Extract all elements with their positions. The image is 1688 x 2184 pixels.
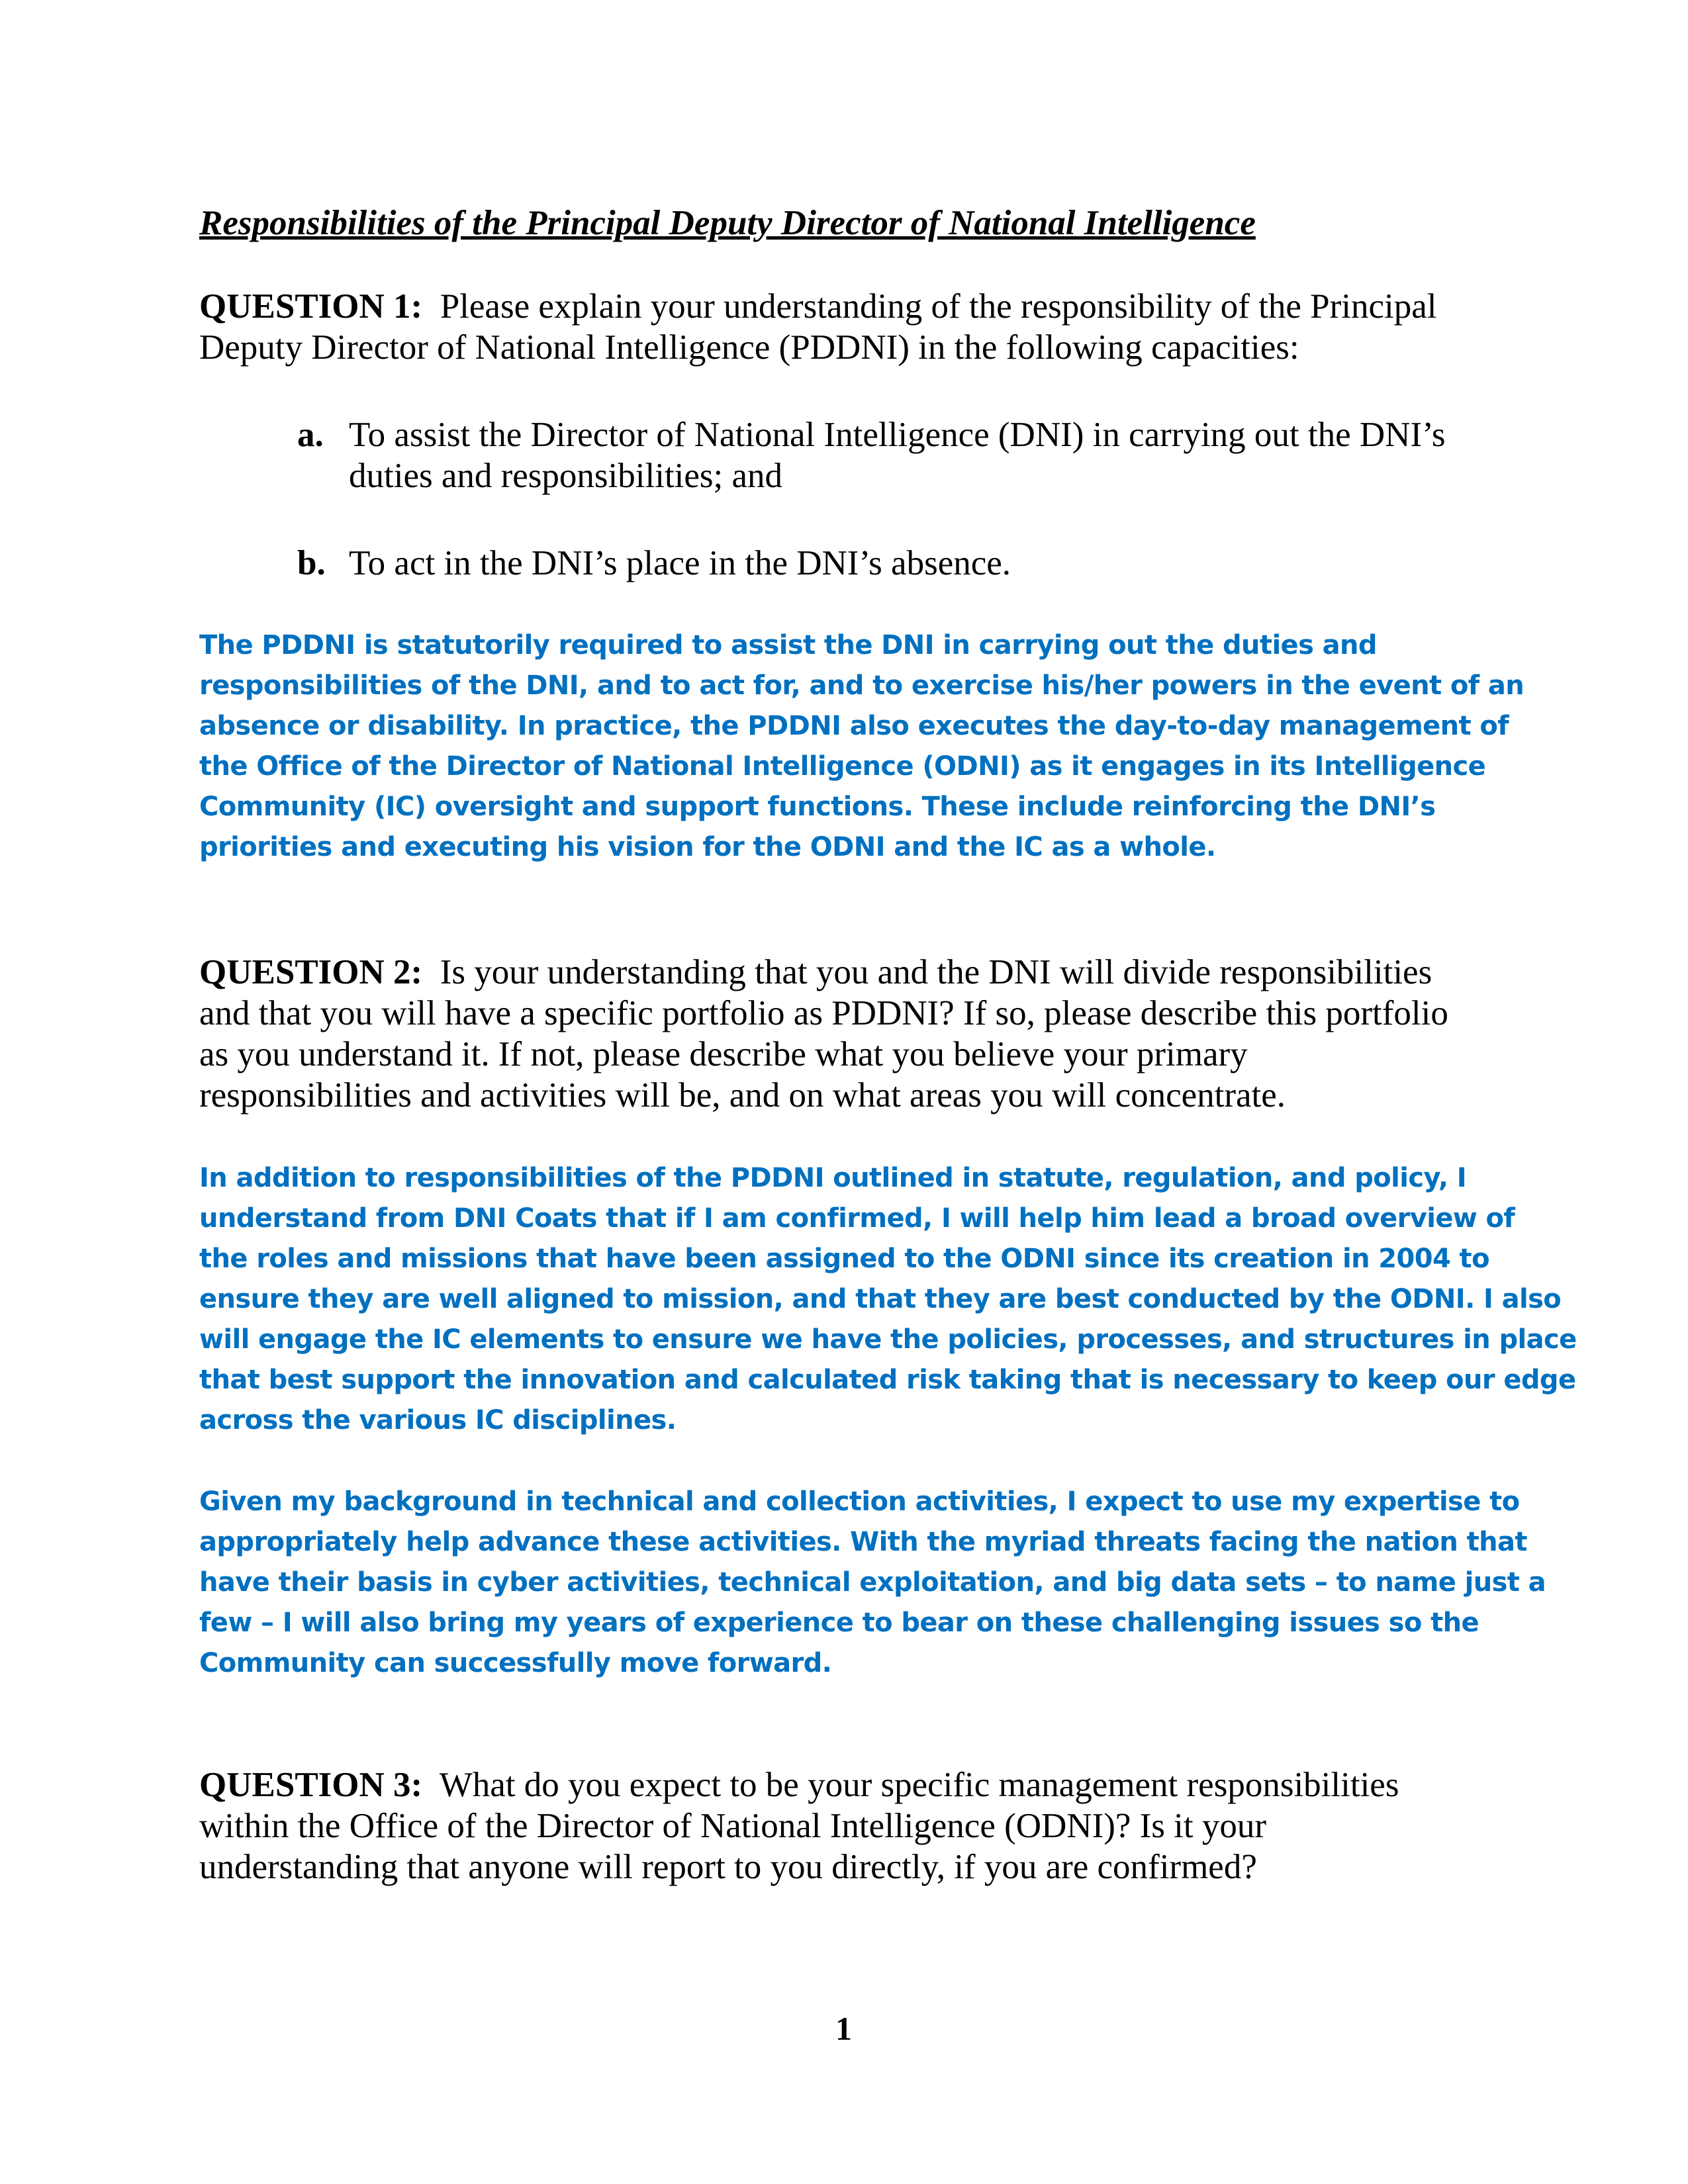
- answer-line: In addition to responsibilities of the PDDNI outlined in statute, regulation, and policy, I: [199, 1163, 1467, 1193]
- answer-line: The PDDNI is statutorily required to assist the DNI in carrying out the duties and: [199, 630, 1377, 660]
- answer-line: appropriately help advance these activities. With the myriad threats facing the nation that: [199, 1527, 1527, 1557]
- answer-line: understand from DNI Coats that if I am confirmed, I will help him lead a broad overview of: [199, 1203, 1515, 1234]
- answer-line: absence or disability. In practice, the PDDNI also executes the day-to-day management of: [199, 711, 1509, 741]
- answer-1: [199, 625, 1524, 868]
- item-label: b.: [297, 544, 326, 582]
- answer-line: responsibilities of the DNI, and to act for, and to exercise his/her powers in the event of an: [199, 670, 1524, 701]
- item-text: To assist the Director of National Intelligence (DNI) in carrying out the DNI’s: [349, 416, 1446, 454]
- item-text: duties and responsibilities; and: [349, 457, 783, 495]
- question-2: [199, 952, 1448, 1116]
- answer-line: Community can successfully move forward.: [199, 1648, 832, 1678]
- list-item-a: [297, 414, 1445, 496]
- question-text: responsibilities and activities will be, and on what areas you will concentrate.: [199, 1076, 1286, 1115]
- section-heading: Responsibilities of the Principal Deputy Director of National Intelligence: [199, 204, 1256, 242]
- question-text: within the Office of the Director of National Intelligence (ODNI)? Is it your: [199, 1807, 1267, 1845]
- question-text: understanding that anyone will report to you directly, if you are confirmed?: [199, 1848, 1257, 1886]
- answer-2-part-1: [199, 1158, 1577, 1441]
- answer-line: the roles and missions that have been assigned to the ODNI since its creation in 2004 to: [199, 1244, 1489, 1274]
- answer-line: ensure they are well aligned to mission, and that they are best conducted by the ODNI. I also: [199, 1284, 1562, 1314]
- answer-line: across the various IC disciplines.: [199, 1405, 677, 1435]
- question-label: QUESTION 2:: [199, 953, 423, 991]
- answer-line: Given my background in technical and collection activities, I expect to use my expertise to: [199, 1486, 1520, 1517]
- answer-line: that best support the innovation and calculated risk taking that is necessary to keep our edge: [199, 1365, 1576, 1395]
- question-label: QUESTION 3:: [199, 1766, 423, 1804]
- question-label: QUESTION 1:: [199, 287, 423, 326]
- page-number: 1: [835, 2010, 852, 2047]
- answer-line: will engage the IC elements to ensure we have the policies, processes, and structures in place: [199, 1324, 1577, 1355]
- answer-2-part-2: [199, 1482, 1546, 1684]
- item-label: a.: [297, 416, 324, 454]
- list-item-b: [297, 543, 1011, 584]
- question-1: [199, 286, 1436, 368]
- question-text: Is your understanding that you and the DNI will divide responsibilities: [440, 953, 1432, 991]
- item-text: To act in the DNI’s place in the DNI’s absence.: [349, 544, 1011, 582]
- question-3: [199, 1764, 1399, 1888]
- answer-line: priorities and executing his vision for the ODNI and the IC as a whole.: [199, 832, 1216, 862]
- question-text: Deputy Director of National Intelligence (PDDNI) in the following capacities:: [199, 328, 1299, 367]
- answer-line: few – I will also bring my years of experience to bear on these challenging issues so the: [199, 1608, 1479, 1638]
- answer-line: have their basis in cyber activities, technical exploitation, and big data sets – to name just a: [199, 1567, 1546, 1598]
- answer-line: Community (IC) oversight and support functions. These include reinforcing the DNI’s: [199, 792, 1436, 822]
- question-text: Please explain your understanding of the responsibility of the Principal: [440, 287, 1437, 326]
- question-text: and that you will have a specific portfolio as PDDNI? If so, please describe this portfolio: [199, 994, 1448, 1032]
- question-text: as you understand it. If not, please describe what you believe your primary: [199, 1035, 1248, 1073]
- question-text: What do you expect to be your specific management responsibilities: [439, 1766, 1399, 1804]
- answer-line: the Office of the Director of National Intelligence (ODNI) as it engages in its Intelligence: [199, 751, 1486, 782]
